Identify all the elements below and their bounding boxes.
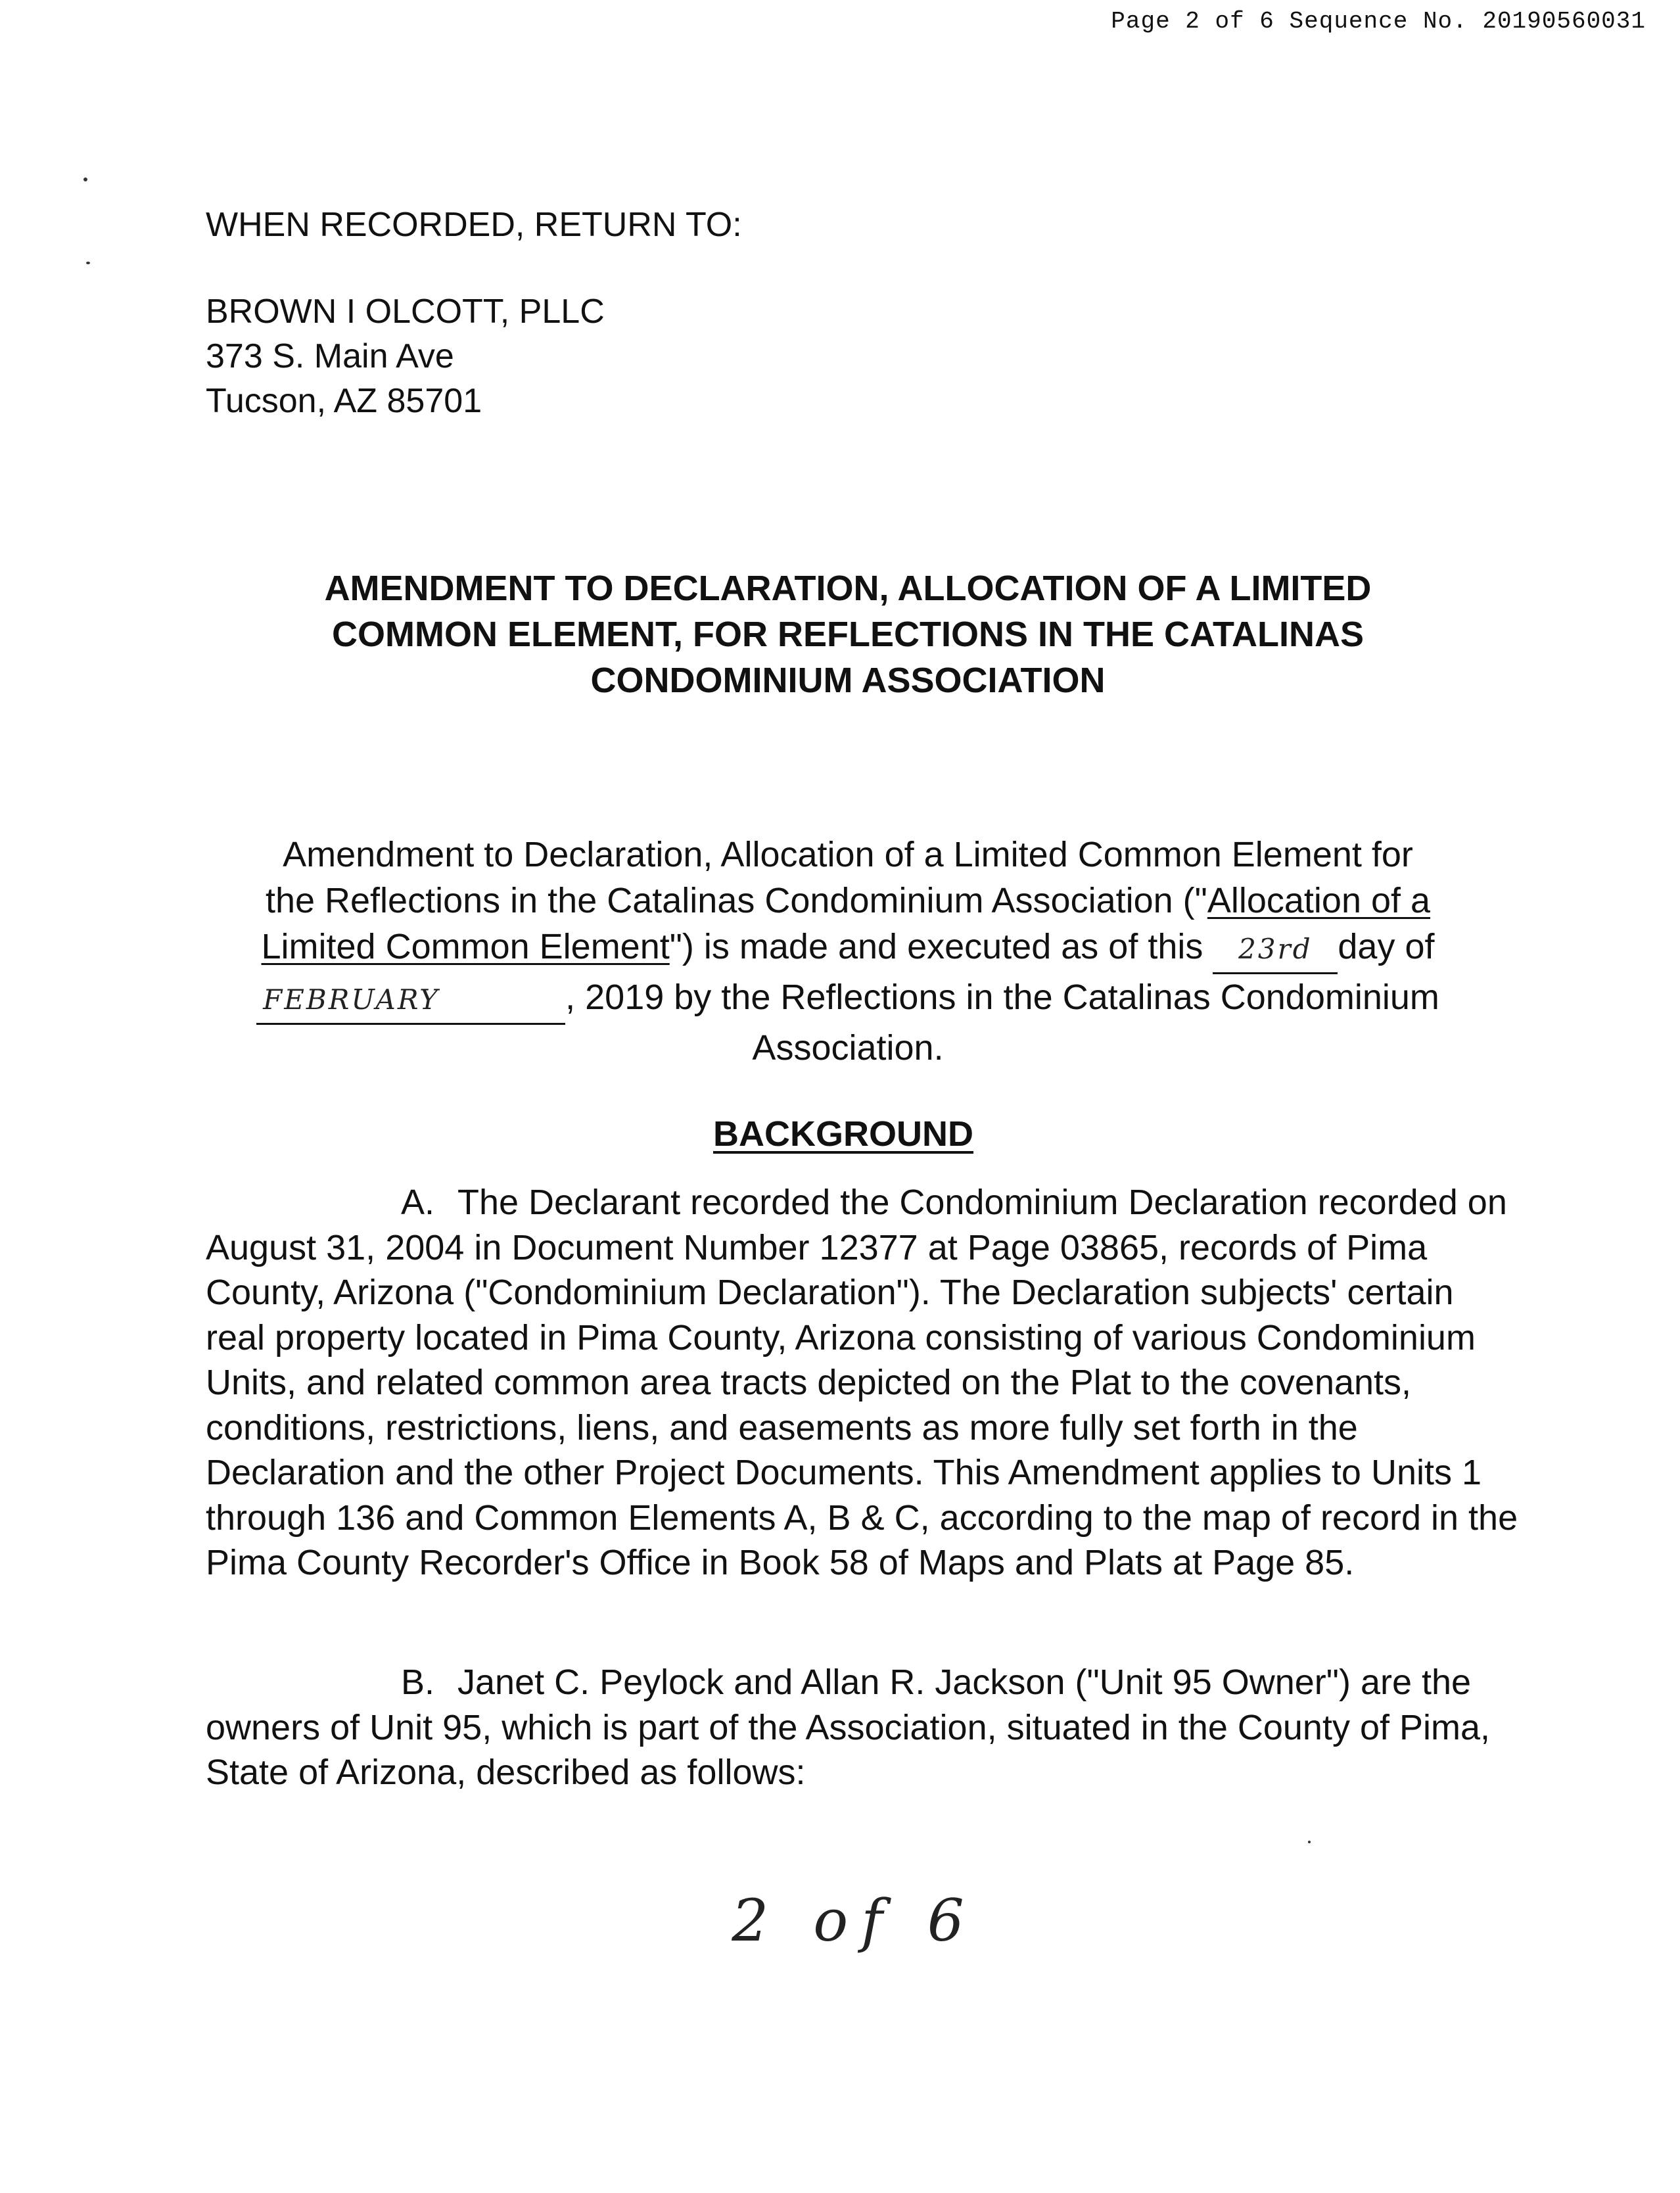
scan-speck: [86, 262, 90, 264]
background-paragraph-b: [206, 1660, 1520, 1795]
paragraph-letter: B.: [401, 1662, 435, 1702]
title-line: AMENDMENT TO DECLARATION, ALLOCATION OF A LIMITED: [324, 569, 1372, 608]
day-blank: [1213, 924, 1338, 974]
return-address-block: [206, 202, 742, 423]
scan-speck: [1308, 1841, 1311, 1843]
background-paragraph-a: [206, 1180, 1520, 1586]
defined-term: Limited Common Element: [261, 927, 670, 966]
month-blank: [256, 974, 565, 1025]
defined-term: Allocation of a: [1207, 881, 1431, 920]
return-firm-name: BROWN I OLCOTT, PLLC: [206, 293, 605, 331]
return-street: 373 S. Main Ave: [206, 337, 454, 375]
paragraph-text: Janet C. Peylock and Allan R. Jackson ("Unit 95 Owner") are the owners of Unit 95, which is part of the Association, situated in the County of Pima, State of Arizona, described as follows:: [206, 1662, 1491, 1792]
intro-line-2: the Reflections in the Catalinas Condominium Association ("Allocation of a: [265, 881, 1431, 920]
title-line: CONDOMINIUM ASSOCIATION: [590, 661, 1106, 700]
paragraph-letter: A.: [401, 1183, 435, 1222]
title-line: COMMON ELEMENT, FOR REFLECTIONS IN THE CATALINAS: [332, 615, 1364, 654]
return-city-state-zip: Tucson, AZ 85701: [206, 382, 482, 420]
return-heading: WHEN RECORDED, RETURN TO:: [206, 206, 742, 244]
document-title: [197, 565, 1499, 703]
handwritten-day: 23rd: [1238, 933, 1313, 965]
paragraph-text: The Declarant recorded the Condominium Declaration recorded on August 31, 2004 in Document Number 12377 at Page 03865, records of Pima County, Arizona ("Condominium Declaration"). The Declaration subjects' certain real property located in Pima County, Arizona consisting of various Condominium Units, and related common area tracts depicted on the Plat to the covenants, conditions, restrictions, liens, and easements as more fully set forth in the Declaration and the other Project Documents. This Amendment applies to Units 1 through 136 and Common Elements A, B & C, according to the map of record in the Pima County Recorder's Office in Book 58 of Maps and Plats at Page 85.: [206, 1183, 1518, 1582]
intro-line-3: Limited Common Element") is made and executed as of this 23rd day of: [184, 924, 1512, 974]
intro-line-5: Association.: [752, 1028, 944, 1068]
handwritten-page-number: 2 of 6: [732, 1887, 977, 1954]
background-heading: BACKGROUND: [713, 1114, 973, 1154]
intro-line-1: Amendment to Declaration, Allocation of a Limited Common Element for: [283, 835, 1413, 874]
scan-speck: [83, 177, 87, 181]
intro-line-4: FEBRUARY , 2019 by the Reflections in the Catalinas Condominium: [184, 974, 1512, 1025]
intro-paragraph: [184, 832, 1512, 1071]
page-sequence-header: Page 2 of 6 Sequence No. 20190560031: [1111, 8, 1646, 35]
handwritten-month: FEBRUARY: [263, 983, 440, 1016]
